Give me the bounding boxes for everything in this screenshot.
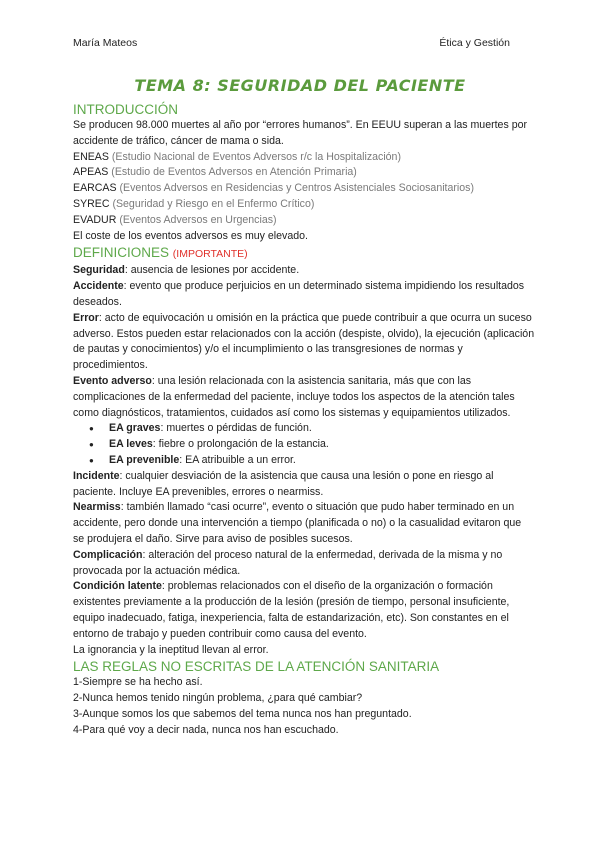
def-complicacion (73, 548, 535, 580)
intro-closing: El coste de los eventos adversos es muy elevado. (73, 229, 308, 242)
list-item (73, 421, 535, 437)
def-term: Evento adverso (73, 374, 152, 387)
ea-term: EA prevenible (109, 453, 180, 466)
study-eneas (73, 150, 535, 166)
header-subject: Ética y Gestión (439, 37, 510, 49)
list-item (73, 453, 535, 469)
study-acronym: EARCAS (73, 182, 117, 195)
def-nearmiss (73, 500, 535, 547)
definitions-closing: La ignorancia y la ineptitud llevan al error. (73, 643, 269, 656)
section-heading-definiciones (73, 244, 535, 263)
rule-item: 4-Para qué voy a decir nada, nunca nos han escuchado. (73, 723, 339, 736)
intro-paragraph: Se producen 98.000 muertes al año por “errores humanos”. En EEUU superan a las muertes por accidente de tráfico, cáncer de mama o sida. (73, 119, 528, 147)
def-text: : cualquier desviación de la asistencia que causa una lesión o pone en riesgo al paciente. Incluye EA prevenibles, errores o nearmiss. (73, 469, 494, 498)
def-term: Seguridad (73, 264, 125, 277)
def-text: : una lesión relacionada con la asistencia sanitaria, más que con las complicaciones de la enfermedad del paciente, incluye todos los aspectos de la atención tales como diagnósticos, tratamientos, cuidados así como los sistemas y equipamientos utilizados. (73, 374, 515, 419)
ea-term: EA leves (109, 438, 153, 451)
def-text: : problemas relacionados con el diseño de la organización o formación existentes previamente a la producción de la lesión (presión de tiempo, personal insuficiente, equipo inadecuado, fatiga, inexperiencia, falta de estandarización, etc). Son constantes en el entorno de trabajo y pueden contribuir como causa del evento. (73, 580, 510, 640)
ea-text: : fiebre o prolongación de la estancia. (152, 438, 329, 451)
def-term: Condición latente (73, 580, 162, 593)
def-term: Error (73, 311, 99, 324)
study-acronym: ENEAS (73, 150, 109, 163)
section-heading-reglas: LAS REGLAS NO ESCRITAS DE LA ATENCIÓN SANITARIA (73, 659, 440, 675)
study-syrec (73, 197, 535, 213)
study-earcas (73, 181, 535, 197)
rule-item: 1-Siempre se ha hecho así. (73, 676, 203, 689)
def-text: : también llamado “casi ocurre”, evento o situación que pudo haber terminado en un accidente, pero donde una intervención a tiempo (planificada o no) o la casualidad evitaron que se produjera el daño. Sirve para aviso de posibles sucesos. (73, 501, 522, 545)
study-description: (Seguridad y Riesgo en el Enfermo Crítico) (109, 197, 315, 210)
important-tag: (IMPORTANTE) (172, 248, 248, 261)
def-text: : evento que produce perjuicios en un determinado sistema impidiendo los resultados deseados. (73, 280, 525, 308)
ea-term: EA graves (109, 422, 161, 435)
list-item (73, 437, 535, 453)
study-apeas (73, 165, 535, 181)
definitions-heading-text: DEFINICIONES (73, 245, 170, 261)
section-heading-introduccion: INTRODUCCIÓN (73, 102, 178, 117)
study-acronym: APEAS (73, 166, 109, 179)
study-description: (Eventos Adversos en Residencias y Centros Asistenciales Sociosanitarios) (116, 182, 474, 195)
page-title: TEMA 8: SEGURIDAD DEL PACIENTE (134, 76, 466, 95)
def-incidente (73, 469, 535, 501)
study-acronym: EVADUR (73, 213, 117, 226)
def-text: : alteración del proceso natural de la enfermedad, derivada de la misma y no provocada por la actuación médica. (73, 548, 503, 577)
def-term: Complicación (73, 548, 143, 561)
study-evadur (73, 213, 535, 229)
def-accidente (73, 279, 535, 311)
def-seguridad (73, 263, 535, 279)
rule-item: 2-Nunca hemos tenido ningún problema, ¿para qué cambiar? (73, 692, 363, 705)
study-description: (Eventos Adversos en Urgencias) (116, 213, 277, 226)
def-error (73, 311, 535, 374)
def-term: Nearmiss (73, 501, 121, 514)
ea-text: : muertes o pérdidas de función. (160, 422, 312, 435)
study-description: (Estudio de Eventos Adversos en Atención Primaria) (108, 166, 357, 179)
ea-types-list (73, 421, 535, 468)
ea-text: : EA atribuible a un error. (179, 453, 296, 466)
def-evento-adverso (73, 374, 535, 421)
def-text: : ausencia de lesiones por accidente. (124, 264, 300, 277)
study-acronym: SYREC (73, 197, 110, 210)
def-text: : acto de equivocación u omisión en la práctica que puede contribuir a que ocurra un suceso adverso. Estos pueden estar relacionados con la acción (despiste, olvido), la ejecución (aplicación de pautas y conocimientos) y/o el incumplimiento o las transgresiones de normas y procedimientos. (73, 311, 535, 372)
def-term: Accidente (73, 280, 124, 293)
study-description: (Estudio Nacional de Eventos Adversos r/c la Hospitalización) (108, 150, 401, 163)
header-author: María Mateos (73, 37, 138, 49)
rule-item: 3-Aunque somos los que sabemos del tema nunca nos han preguntado. (73, 707, 412, 720)
document-body (73, 101, 535, 738)
def-term: Incidente (73, 469, 120, 482)
def-condicion-latente (73, 579, 535, 642)
